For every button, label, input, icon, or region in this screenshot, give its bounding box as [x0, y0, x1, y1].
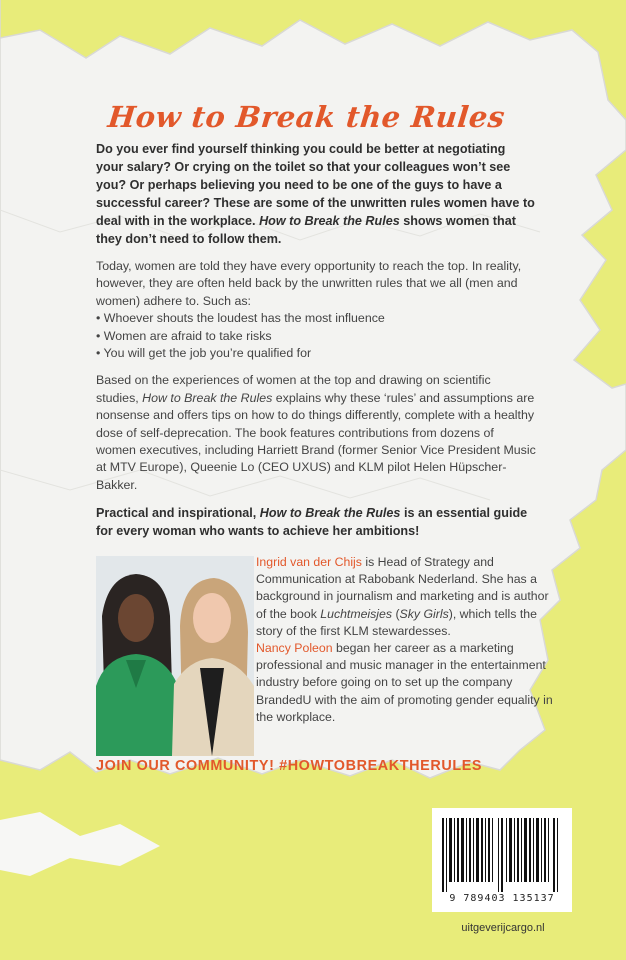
list-item: • Whoever shouts the loudest has the most influence — [96, 311, 385, 326]
community-hashtag: JOIN OUR COMMUNITY! #HOWTOBREAKTHERULES — [96, 758, 483, 774]
author-name: Ingrid van der Chijs — [256, 555, 362, 569]
author-bios: Ingrid van der Chijs is Head of Strategy and Communication at Rabobank Nederland. She has a background in journalism and marketing and is author of the book Luchtmeisjes (Sky Girls), which tells the story of the first KLM stewardesses. Nancy Poleon began her career as a marketing professional and music manager in the entertainment industry before going on to set up the company BrandedU with the aim of promoting gender equality in the workplace. — [256, 555, 553, 724]
back-cover-text — [96, 100, 536, 550]
closing-paragraph: Practical and inspirational, How to Break the Rules is an essential guide for every woman who wants to achieve her ambitions! — [96, 506, 528, 539]
author-name: Nancy Poleon — [256, 641, 333, 656]
rules-list — [96, 310, 536, 362]
isbn-number: 9 789403 135137 — [449, 893, 555, 904]
list-item: • Women are afraid to take risks — [96, 328, 272, 343]
publisher-website: uitgeverijcargo.nl — [461, 922, 545, 934]
unwritten-rules-paragraph: Today, women are told they have every opportunity to reach the top. In reality, however, they are often held back by the unwritten rules that we all (men and women) adhere to. Such as: — [96, 259, 522, 308]
description-paragraph: Based on the experiences of women at the top and drawing on scientific studies, How to Break the Rules explains why these ‘rules’ and assumptions are nonsense and offers tips on how to do things differently, complete with a healthy dose of self-deprecation. The book features contributions from dozens of women executives, including Harriett Brand (former Senior Vice President Music at MTV Europe), Queenie Lo (CEO UXUS) and KLM pilot Helen Hüpscher-Bakker. — [96, 373, 536, 492]
book-title: How to Break the Rules — [106, 100, 507, 134]
list-item: • You will get the job you’re qualified for — [96, 346, 312, 361]
barcode — [432, 808, 572, 912]
intro-paragraph: Do you ever find yourself thinking you could be better at negotiating your salary? Or crying on the toilet so that your colleagues won’t see you? Or perhaps believing you need to be one of the guys to have a successful career? These are some of the unwritten rules women have to deal with in the workplace. How to Break the Rules shows women that they don’t need to follow them. — [96, 142, 535, 246]
authors-photo — [96, 556, 254, 756]
